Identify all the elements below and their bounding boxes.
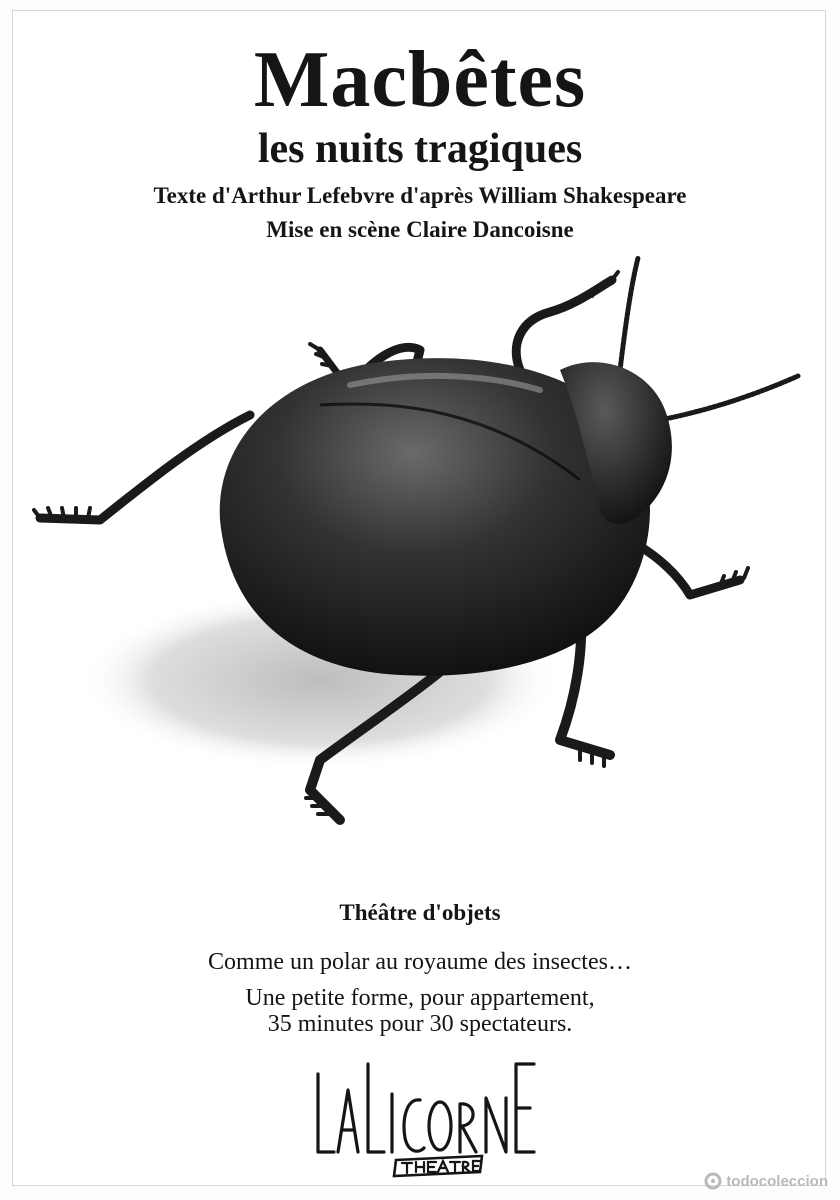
description-line-2: 35 minutes pour 30 spectateurs. — [267, 1011, 573, 1037]
beetle-illustration — [20, 250, 820, 840]
watermark — [704, 1172, 828, 1190]
poster-subtitle: les nuits tragiques — [257, 126, 583, 172]
poster-title: Macbêtes — [253, 36, 587, 124]
la-licorne-logo — [310, 1060, 550, 1180]
credit-text-author: Texte d'Arthur Lefebvre d'après William Shakespeare — [153, 183, 687, 208]
description-line-1: Une petite forme, pour appartement, — [245, 985, 595, 1011]
watermark-text: todocoleccion — [726, 1172, 828, 1190]
beetle-leg-back-left — [40, 415, 250, 520]
credit-direction: Mise en scène Claire Dancoisne — [266, 217, 574, 242]
beetle-leg-top-right — [516, 280, 612, 370]
tagline: Comme un polar au royaume des insectes… — [208, 949, 632, 975]
beetle-antenna-right — [660, 376, 798, 420]
todocoleccion-logo-icon — [704, 1172, 722, 1190]
genre-label: Théâtre d'objets — [339, 900, 501, 925]
beetle-antenna-upper — [620, 258, 638, 370]
